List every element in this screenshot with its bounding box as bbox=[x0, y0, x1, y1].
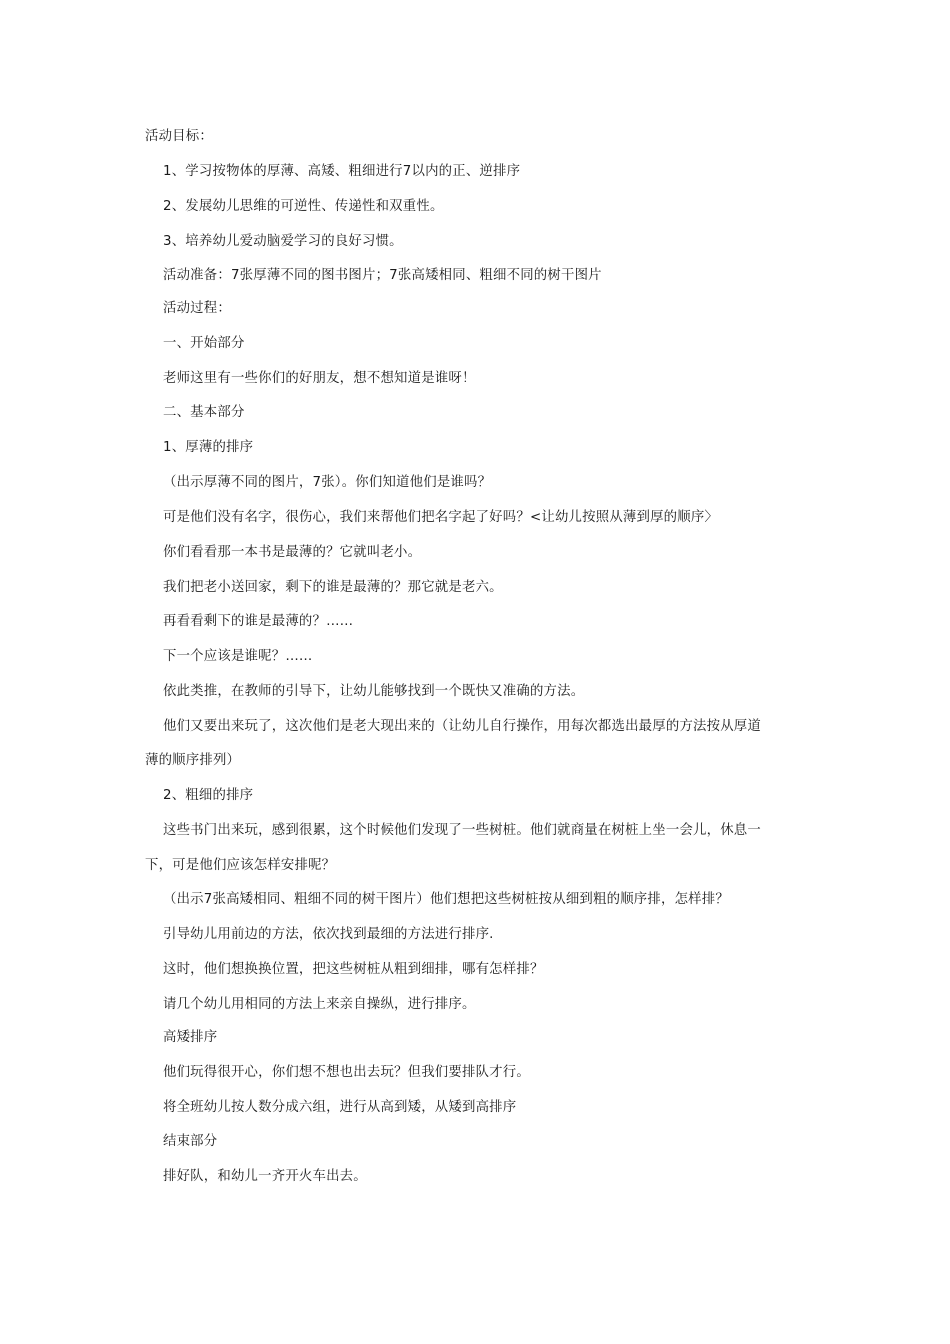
paragraph: 他们又要出来玩了，这次他们是老大现出来的（让幼儿自行操作，用每次都选出最厚的方法按从厚道 bbox=[163, 719, 761, 734]
process-heading: 活动过程： bbox=[163, 301, 231, 316]
preparation-paragraph: 活动准备：7张厚薄不同的图书图片；7张高矮相同、粗细不同的树干图片 bbox=[163, 268, 602, 283]
paragraph: 可是他们没有名字，很伤心，我们来帮他们把名字起了好吗？<让幼儿按照从薄到厚的顺序〉 bbox=[163, 510, 719, 525]
section-heading-start: 一、开始部分 bbox=[163, 336, 245, 351]
paragraph: （出示7张高矮相同、粗细不同的树干图片）他们想把这些树桩按从细到粗的顺序排，怎样排？ bbox=[163, 892, 729, 907]
subsection-heading-end: 结束部分 bbox=[163, 1134, 218, 1149]
goal-item-1: 1、学习按物体的厚薄、高矮、粗细进行7以内的正、逆排序 bbox=[163, 164, 521, 179]
paragraph-continuation: 下，可是他们应该怎样安排呢？ bbox=[145, 858, 336, 873]
goal-item-2: 2、发展幼儿思维的可逆性、传递性和双重性。 bbox=[163, 199, 444, 214]
paragraph: 排好队，和幼儿一齐开火车出去。 bbox=[163, 1169, 367, 1184]
paragraph: 依此类推，在教师的引导下，让幼儿能够找到一个既快又准确的方法。 bbox=[163, 684, 585, 699]
paragraph: 这些书门出来玩，感到很累，这个时候他们发现了一些树桩。他们就商量在树桩上坐一会儿，休息一 bbox=[163, 823, 761, 838]
paragraph: 你们看看那一本书是最薄的？它就叫老小。 bbox=[163, 545, 422, 560]
paragraph-continuation: 薄的顺序排列） bbox=[145, 753, 241, 768]
paragraph: （出示厚薄不同的图片，7张）。你们知道他们是谁吗？ bbox=[163, 475, 492, 490]
paragraph: 请几个幼儿用相同的方法上来亲自操纵，进行排序。 bbox=[163, 997, 476, 1012]
subsection-heading-thickness: 1、厚薄的排序 bbox=[163, 440, 254, 455]
paragraph: 将全班幼儿按人数分成六组，进行从高到矮，从矮到高排序 bbox=[163, 1100, 517, 1115]
paragraph: 再看看剩下的谁是最薄的？…… bbox=[163, 614, 354, 629]
paragraph: 引导幼儿用前边的方法，依次找到最细的方法进行排序. bbox=[163, 927, 494, 942]
paragraph: 这时，他们想换换位置，把这些树桩从粗到细排，哪有怎样排？ bbox=[163, 962, 544, 977]
subsection-heading-height: 高矮排序 bbox=[163, 1030, 218, 1045]
goal-heading: 活动目标： bbox=[145, 129, 213, 144]
goal-item-3: 3、培养幼儿爱动脑爱学习的良好习惯。 bbox=[163, 234, 403, 249]
paragraph: 下一个应该是谁呢？…… bbox=[163, 649, 313, 664]
paragraph: 老师这里有一些你们的好朋友，想不想知道是谁呀！ bbox=[163, 371, 476, 386]
subsection-heading-thickness-fine: 2、粗细的排序 bbox=[163, 788, 254, 803]
paragraph: 他们玩得很开心，你们想不想也出去玩？但我们要排队才行。 bbox=[163, 1065, 530, 1080]
section-heading-basic: 二、基本部分 bbox=[163, 405, 245, 420]
paragraph: 我们把老小送回家，剩下的谁是最薄的？那它就是老六。 bbox=[163, 580, 503, 595]
